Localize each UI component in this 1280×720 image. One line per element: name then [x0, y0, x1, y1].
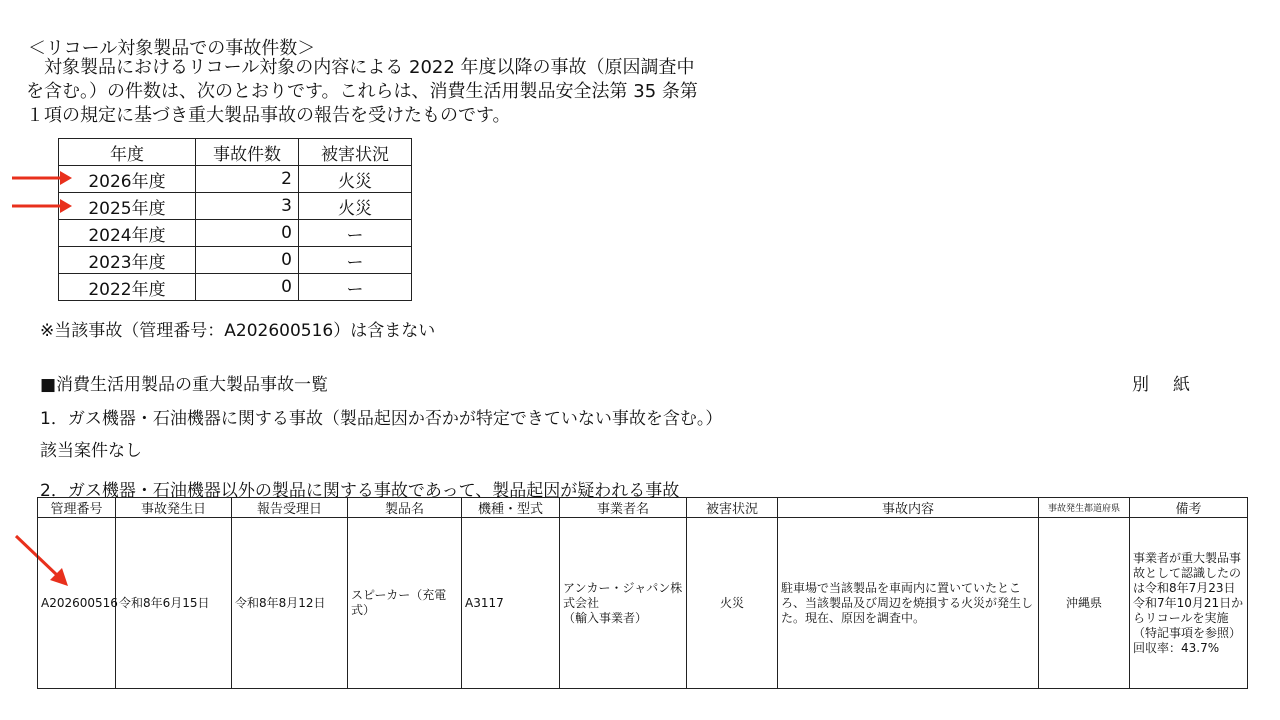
damage-cell: ー — [299, 274, 412, 301]
id-cell: A202600516 — [38, 518, 116, 689]
table-header-row — [59, 139, 412, 166]
col-header-id: 管理番号 — [38, 498, 116, 518]
details-cell: 駐車場で当該製品を車両内に置いていたところ、当該製品及び周辺を焼損する火災が発生した。現在、原因を調査中。 — [778, 518, 1039, 689]
section2-title: 2．ガス機器・石油機器以外の製品に関する事故であって、製品起因が疑われる事故 — [40, 481, 680, 501]
table-row — [59, 220, 412, 247]
paragraph-line: を含む。）の件数は、次のとおりです。これらは、消費生活用製品安全法第 35 条第 — [26, 81, 698, 102]
damage-cell: 火災 — [687, 518, 778, 689]
prefecture-cell: 沖縄県 — [1039, 518, 1130, 689]
col-header-company: 事業者名 — [560, 498, 687, 518]
col-header-year: 年度 — [59, 139, 196, 166]
report-date-cell: 令和8年8月12日 — [232, 518, 348, 689]
paragraph-line: 対象製品におけるリコール対象の内容による 2022 年度以降の事故（原因調査中 — [26, 57, 695, 78]
table-row — [38, 518, 1248, 689]
section1-body: 該当案件なし — [40, 441, 142, 461]
remarks-cell: 事業者が重大製品事故として認識したのは令和8年7月23日 令和7年10月21日からリコールを実施（特記事項を参照） 回収率：43.7% — [1130, 518, 1248, 689]
table-header-row — [38, 498, 1248, 518]
damage-cell: 火災 — [299, 193, 412, 220]
table-row — [59, 193, 412, 220]
year-cell: 2023年度 — [59, 247, 196, 274]
red-arrow-icon — [10, 168, 74, 188]
col-header-damage: 被害状況 — [687, 498, 778, 518]
year-cell: 2025年度 — [59, 193, 196, 220]
count-cell: 0 — [196, 274, 299, 301]
col-header-product: 製品名 — [348, 498, 462, 518]
product-cell: スピーカー（充電式） — [348, 518, 462, 689]
year-cell: 2026年度 — [59, 166, 196, 193]
paragraph-line: １項の規定に基づき重大製品事故の報告を受けたものです。 — [26, 105, 511, 126]
col-header-count: 事故件数 — [196, 139, 299, 166]
col-header-accident-date: 事故発生日 — [116, 498, 232, 518]
table-row — [59, 274, 412, 301]
col-header-remarks: 備考 — [1130, 498, 1248, 518]
count-cell: 3 — [196, 193, 299, 220]
exclusion-note: ※当該事故（管理番号：A202600516）は含まない — [40, 321, 436, 341]
year-cell: 2024年度 — [59, 220, 196, 247]
table-row — [59, 166, 412, 193]
col-header-report-date: 報告受理日 — [232, 498, 348, 518]
model-cell: A3117 — [462, 518, 560, 689]
section-heading: ＜リコール対象製品での事故件数＞ — [28, 38, 316, 59]
damage-cell: 火災 — [299, 166, 412, 193]
damage-cell: ー — [299, 247, 412, 274]
attachment-label: 別紙 — [1132, 375, 1214, 395]
col-header-model: 機種・型式 — [462, 498, 560, 518]
list-title: ■消費生活用製品の重大製品事故一覧 — [40, 375, 329, 395]
section1-title: 1．ガス機器・石油機器に関する事故（製品起因か否かが特定できていない事故を含む。） — [40, 409, 723, 429]
count-cell: 0 — [196, 220, 299, 247]
accident-date-cell: 令和8年6月15日 — [116, 518, 232, 689]
col-header-damage: 被害状況 — [299, 139, 412, 166]
red-arrow-icon — [10, 196, 74, 216]
damage-cell: ー — [299, 220, 412, 247]
count-cell: 0 — [196, 247, 299, 274]
company-cell: アンカー・ジャパン株式会社 （輸入事業者） — [560, 518, 687, 689]
accident-list-table — [37, 497, 1248, 689]
year-cell: 2022年度 — [59, 274, 196, 301]
col-header-prefecture: 事故発生都道府県 — [1039, 498, 1130, 518]
col-header-details: 事故内容 — [778, 498, 1039, 518]
intro-paragraph — [26, 56, 756, 128]
accident-count-table — [58, 138, 412, 301]
table-row — [59, 247, 412, 274]
count-cell: 2 — [196, 166, 299, 193]
